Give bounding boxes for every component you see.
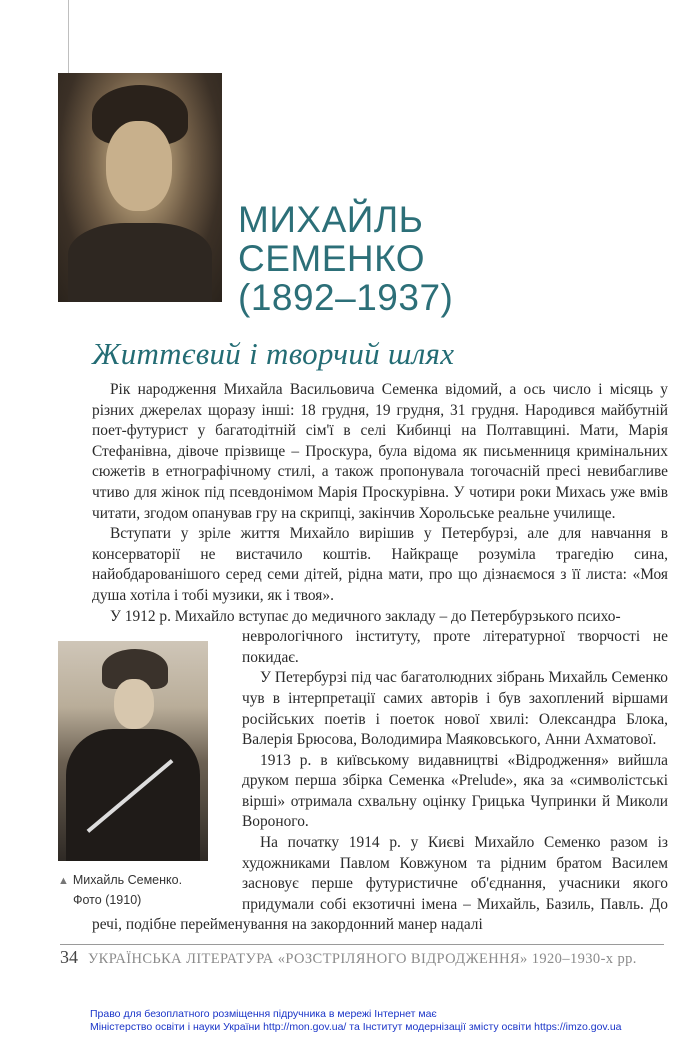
paragraph: На початку 1914 р. у Києві Михайло Семенко разом із художниками Павлом Ковжуном та рідним братом Василем засновує перше футуристичне об'єднання, учасники якого придумали собі екзотичні імена – Михайль, Базиль, Павль. До речі, подібне перейменування на закордонний манер надалі — [92, 834, 668, 934]
paragraph: Рік народження Михайла Васильовича Семенка відомий, а ось число і місяць у різних джерелах щоразу інші: 18 грудня, 19 грудня, 31 грудня. Народився майбутній поет-футурист у багатодітній сім'ї в селі Кибинці на Полтавщині. Мати, Марія Стефанівна, дівоче прізвище – Проскура, була відома як письменниця кримінальних сюжетів в етнографічному стилі, а також пропонувала тогочасній пресі невибагливе чтиво для жінок під псевдонімом Марія Проскурівна. У чотири роки Михась уже вмів читати, згодом опанував гру на скрипці, закінчив Хорольське реальне училище. — [92, 381, 668, 522]
photo-figure — [58, 641, 228, 910]
triangle-up-icon: ▲ — [58, 875, 69, 888]
author-first-name: МИХАЙЛЬ — [238, 199, 424, 240]
page-footer — [60, 944, 664, 968]
running-head: УКРАЇНСЬКА ЛІТЕРАТУРА «РОЗСТРІЛЯНОГО ВІДРОДЖЕННЯ» 1920–1930-х рр. — [88, 951, 637, 968]
violin-photo — [58, 641, 208, 861]
photo-caption — [58, 871, 228, 910]
legal-notice — [90, 1008, 696, 1034]
page-number: 34 — [60, 947, 78, 968]
paragraph-continuation: неврологічного інституту, проте літературної творчості не покидає. — [242, 628, 668, 666]
caption-line-1: Михайль Семенко. — [72, 873, 183, 888]
violin-photo-face — [114, 679, 154, 729]
author-last-name: СЕМЕНКО — [238, 238, 426, 279]
section-heading: Життєвий і творчий шлях — [92, 336, 455, 371]
paragraph: У 1912 р. Михайло вступає до медичного закладу – до Петербурзького психо- — [110, 607, 621, 625]
caption-line-2: Фото (1910) — [73, 893, 142, 908]
paragraph: Вступати у зріле життя Михайло вирішив у Петербурзі, але для навчання в консерваторії не вистачило коштів. Найкраще розуміла трагедію сина, найобдарованішого серед семи дітей, рідна мати, про що дізнаємося з її листа: «Моя душа хотіла і тобі музики, як і твоя». — [92, 525, 668, 604]
author-years: (1892–1937) — [238, 277, 454, 318]
legal-notice-line-1: Право для безоплатного розміщення підручника в мережі Інтернет має — [90, 1008, 437, 1021]
body-text — [58, 0, 668, 936]
paragraph: У Петербурзі під час багатолюдних зібрань Михайль Семенко чув в інтерпретації самих авторів і був захоплений віршами російських поетів і поеток нової хвилі: Олександра Блока, Валерія Брюсова, Володимира Маяковського, Анни Ахматової. — [242, 669, 668, 749]
paragraph: 1913 р. в київському видавництві «Відродження» вийшла друком перша збірка Семенка «Prelude», яка за «символістські вірші» отримала схвальну оцінку Грицька Чупринки й Миколи Вороного. — [242, 751, 668, 831]
legal-notice-line-2: Міністерство освіти і науки України http://mon.gov.ua/ та Інститут модернізації змісту освіти https://imzo.gov.ua — [90, 1021, 622, 1034]
